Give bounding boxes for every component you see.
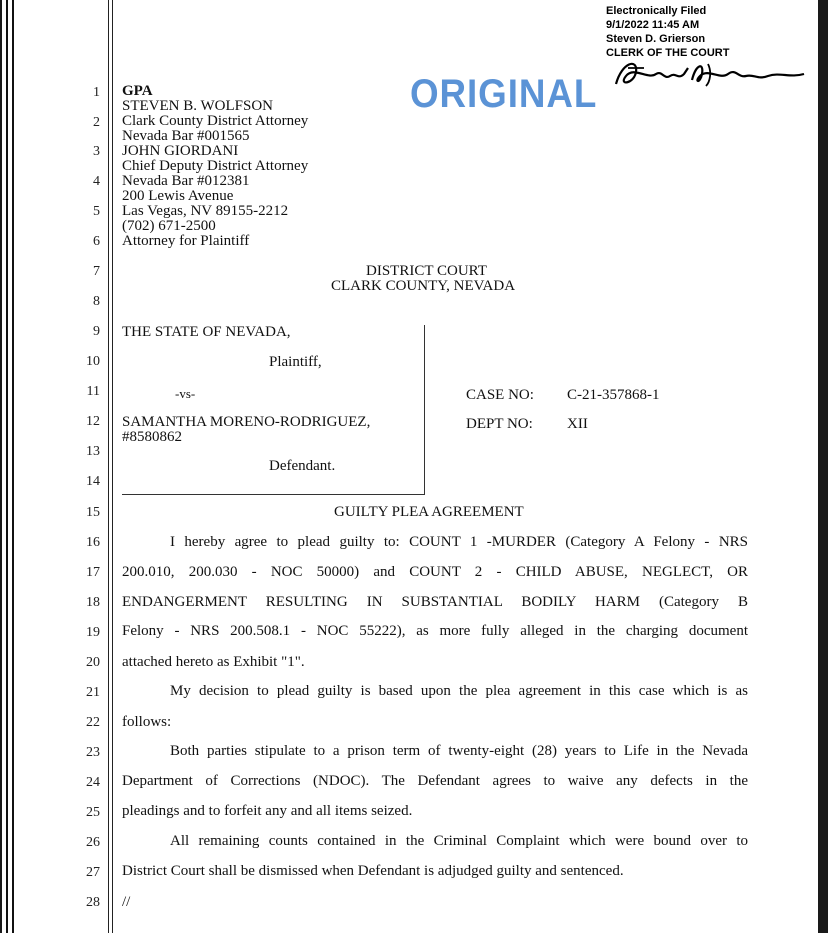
line-number: 24 xyxy=(86,775,100,790)
clerk-signature-icon xyxy=(608,54,808,94)
line-number: 15 xyxy=(86,505,100,520)
body-line: attached hereto as Exhibit "1". xyxy=(122,654,305,670)
body-line: Felony - NRS 200.508.1 - NOC 55222), as more fully alleged in the charging document xyxy=(122,623,748,639)
left-margin-rule-inner xyxy=(12,0,14,933)
line-number-rule xyxy=(108,0,109,933)
line-number: 22 xyxy=(86,715,100,730)
defendant-id: #8580862 xyxy=(122,429,182,445)
header-line: 200 Lewis Avenue xyxy=(122,188,234,204)
case-no: C-21-357868-1 xyxy=(567,387,660,403)
body-line: I hereby agree to plead guilty to: COUNT 1 -MURDER (Category A Felony - NRS xyxy=(170,534,748,550)
left-margin-rule xyxy=(6,0,8,933)
line-number: 9 xyxy=(93,324,100,339)
caption-divider-vertical xyxy=(424,325,425,495)
document-title: GUILTY PLEA AGREEMENT xyxy=(334,504,524,520)
line-number: 13 xyxy=(86,444,100,459)
body-line: My decision to plead guilty is based upon the plea agreement in this case which is as xyxy=(170,683,748,699)
filing-stamp-line3: Steven D. Grierson xyxy=(606,33,706,45)
body-line: follows: xyxy=(122,714,172,730)
line-number: 4 xyxy=(93,174,100,189)
line-number: 19 xyxy=(86,625,100,640)
body-line: District Court shall be dismissed when Defendant is adjudged guilty and sentenced. xyxy=(122,863,624,879)
body-line: 200.010, 200.030 - NOC 50000) and COUNT 2 - CHILD ABUSE, NEGLECT, OR xyxy=(122,564,748,580)
court-county: CLARK COUNTY, NEVADA xyxy=(331,278,516,294)
line-number: 28 xyxy=(86,895,100,910)
body-line: pleadings and to forfeit any and all items seized. xyxy=(122,803,413,819)
header-line: STEVEN B. WOLFSON xyxy=(122,98,273,114)
header-line: (702) 671-2500 xyxy=(122,218,216,234)
caption-divider-horizontal xyxy=(122,494,425,495)
doc-code: GPA xyxy=(122,83,153,99)
line-number: 8 xyxy=(93,294,100,309)
header-line: Clark County District Attorney xyxy=(122,113,309,129)
header-line: JOHN GIORDANI xyxy=(122,143,239,159)
filing-stamp-line1: Electronically Filed xyxy=(606,5,707,17)
body-line: Both parties stipulate to a prison term of twenty-eight (28) years to Life in the Nevada xyxy=(170,743,748,759)
body-line: ENDANGERMENT RESULTING IN SUBSTANTIAL BODILY HARM (Category B xyxy=(122,594,748,610)
line-number: 23 xyxy=(86,745,100,760)
line-number: 21 xyxy=(86,685,100,700)
original-stamp: ORIGINAL xyxy=(410,72,598,116)
line-number: 3 xyxy=(93,144,100,159)
header-line: Chief Deputy District Attorney xyxy=(122,158,309,174)
dept-no-label: DEPT NO: xyxy=(466,416,533,432)
dept-no: XII xyxy=(567,416,588,432)
line-number: 11 xyxy=(86,384,100,399)
body-line: All remaining counts contained in the Criminal Complaint which were bound over to xyxy=(170,833,748,849)
line-number: 25 xyxy=(86,805,100,820)
plaintiff-role: Plaintiff, xyxy=(269,354,322,370)
line-number-rule-inner xyxy=(112,0,113,933)
line-number: 2 xyxy=(93,115,100,130)
line-number: 16 xyxy=(86,535,100,550)
header-line: Las Vegas, NV 89155-2212 xyxy=(122,203,289,219)
body-line: Department of Corrections (NDOC). The Defendant agrees to waive any defects in the xyxy=(122,773,748,789)
line-number: 5 xyxy=(93,204,100,219)
line-number: 6 xyxy=(93,234,100,249)
defendant-name: SAMANTHA MORENO-RODRIGUEZ, xyxy=(122,414,371,430)
line-number: 12 xyxy=(86,414,100,429)
court-name: DISTRICT COURT xyxy=(366,263,487,279)
line-number: 27 xyxy=(86,865,100,880)
header-line: Nevada Bar #012381 xyxy=(122,173,250,189)
body-line: // xyxy=(122,894,131,910)
line-number: 17 xyxy=(86,565,100,580)
plaintiff-name: THE STATE OF NEVADA, xyxy=(122,324,291,340)
defendant-role: Defendant. xyxy=(269,458,336,474)
line-number: 1 xyxy=(93,85,100,100)
line-number: 7 xyxy=(93,264,100,279)
line-number: 26 xyxy=(86,835,100,850)
line-number: 10 xyxy=(86,354,100,369)
header-line: Attorney for Plaintiff xyxy=(122,233,250,249)
line-number: 14 xyxy=(86,474,100,489)
line-number: 18 xyxy=(86,595,100,610)
case-no-label: CASE NO: xyxy=(466,387,534,403)
line-number: 20 xyxy=(86,655,100,670)
versus: -vs- xyxy=(175,386,196,401)
filing-stamp-line2: 9/1/2022 11:45 AM xyxy=(606,19,700,31)
filing-stamp-line4: CLERK OF THE COURT xyxy=(606,47,730,59)
header-line: Nevada Bar #001565 xyxy=(122,128,250,144)
